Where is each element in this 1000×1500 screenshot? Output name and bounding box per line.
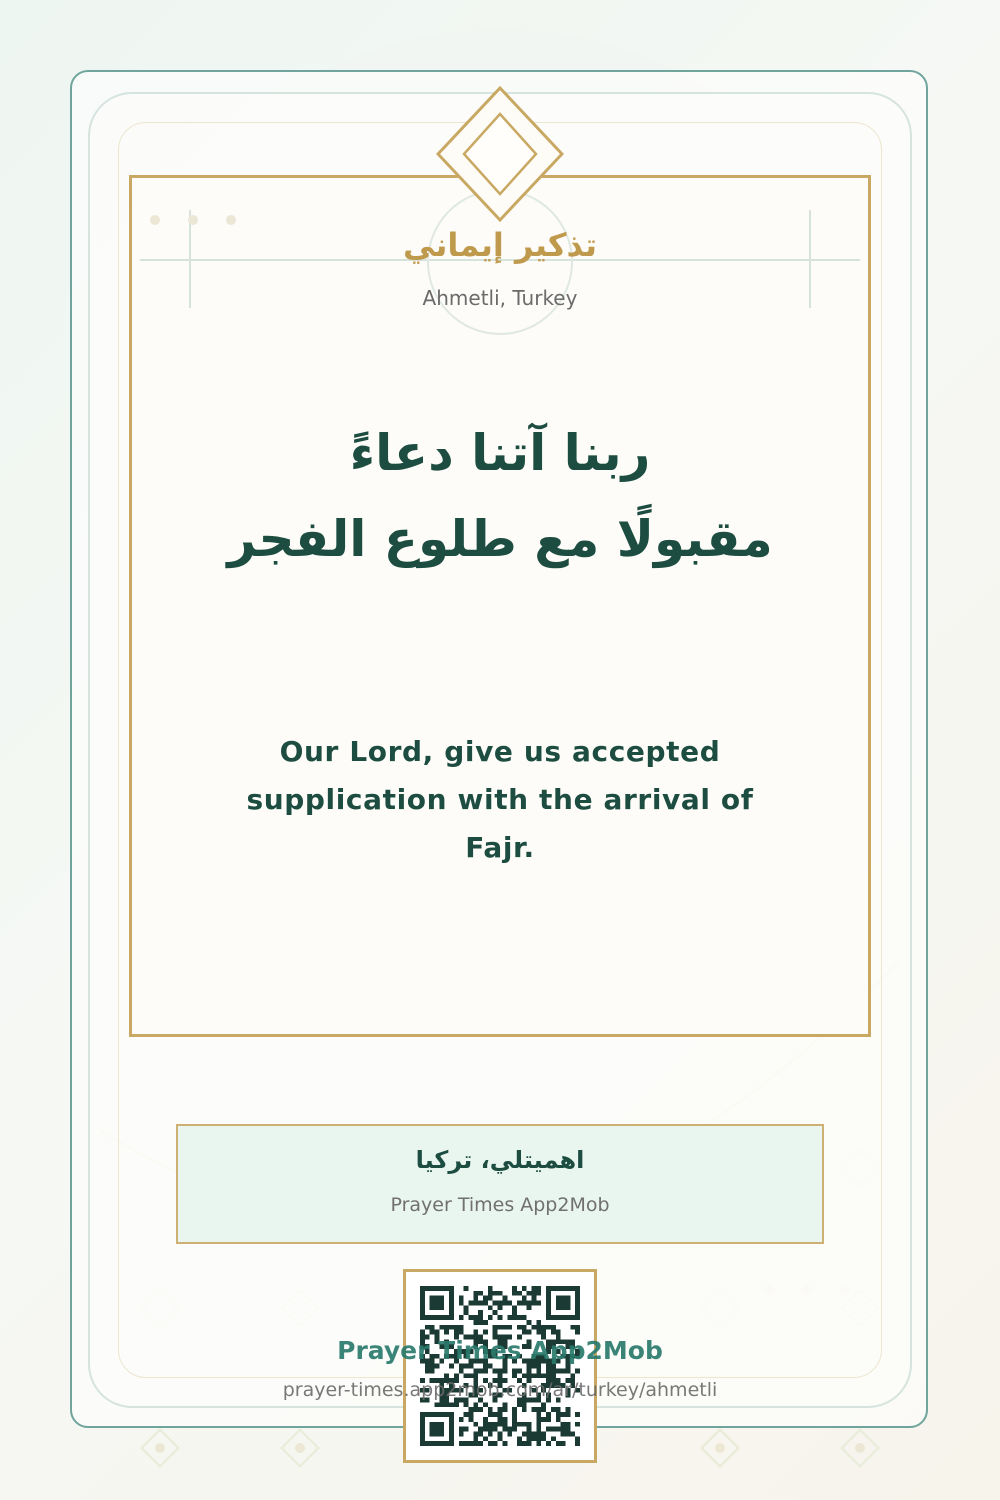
header-location: Ahmetli, Turkey bbox=[422, 286, 578, 310]
diamond-ornament-icon bbox=[436, 86, 564, 222]
location-arabic: اهميتلي، تركيا bbox=[415, 1146, 585, 1174]
arabic-message bbox=[160, 410, 840, 582]
qr-code[interactable] bbox=[403, 1269, 597, 1463]
english-message: Our Lord, give us accepted supplication with the arrival of Fajr. bbox=[246, 735, 754, 864]
arabic-message-line-2: مقبولًا مع طلوع الفجر bbox=[227, 510, 773, 568]
location-app-name: Prayer Times App2Mob bbox=[390, 1194, 610, 1216]
header-title: تذكير إيماني bbox=[402, 226, 598, 264]
arabic-message-line-1: ربنا آتنا دعاءً bbox=[349, 424, 651, 482]
footer-brand: Prayer Times App2Mob bbox=[337, 1336, 663, 1365]
footer-url[interactable]: prayer-times.app2mob.com/ar/turkey/ahmetli bbox=[282, 1379, 718, 1401]
location-box bbox=[176, 1124, 824, 1244]
qr-code-icon bbox=[420, 1286, 580, 1446]
